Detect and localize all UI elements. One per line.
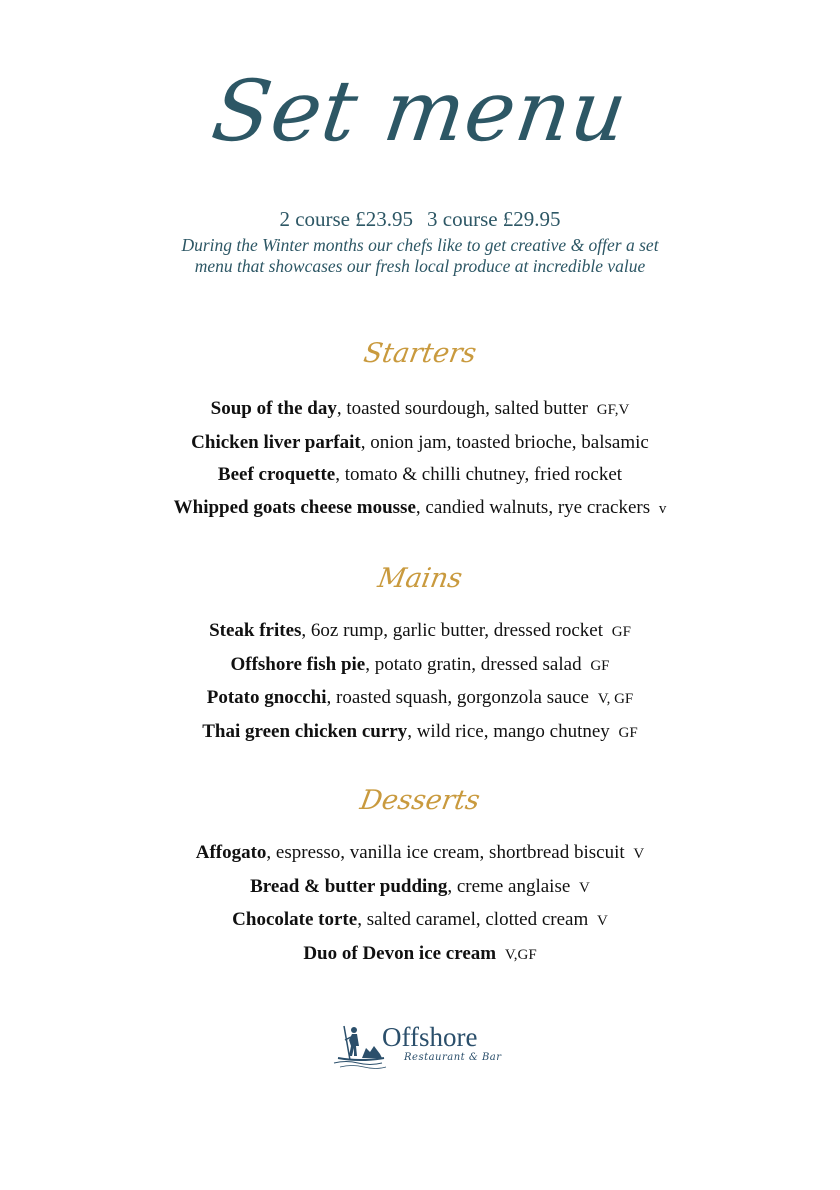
item-name: Duo of Devon ice cream: [303, 942, 497, 964]
three-course-price: 3 course £29.95: [427, 207, 561, 231]
item-name: Bread & butter pudding: [250, 875, 448, 897]
item-description: , 6oz rump, garlic butter, dressed rocket: [301, 620, 603, 641]
dietary-tag: v: [658, 500, 667, 517]
item-name: Affogato: [195, 842, 267, 863]
item-description: , candied walnuts, rye crackers: [415, 496, 651, 518]
menu-item: [0, 615, 840, 649]
menu-item: [0, 716, 840, 750]
dietary-tag: V, GF: [597, 691, 634, 707]
starters-list: [0, 393, 840, 525]
dietary-tag: GF: [590, 657, 610, 674]
item-name: Chicken liver parfait: [191, 431, 361, 453]
menu-item: [0, 427, 840, 460]
mains-heading: Mains: [375, 563, 465, 594]
dietary-tag: GF: [611, 624, 631, 640]
starters-heading: Starters: [361, 338, 479, 369]
menu-item: [0, 871, 840, 905]
mains-list: [0, 615, 840, 749]
menu-item: [0, 837, 840, 871]
menu-item: [0, 393, 840, 427]
item-description: , creme anglaise: [447, 875, 571, 897]
menu-intro: During the Winter months our chefs like to get creative & offer a set menu that showcases our fresh local produce at incredible value: [181, 235, 659, 276]
item-name: Steak frites: [209, 620, 302, 641]
item-name: Potato gnocchi: [206, 687, 327, 708]
dietary-tag: V: [633, 846, 645, 862]
two-course-price: 2 course £23.95: [279, 207, 413, 231]
item-name: Chocolate torte: [232, 909, 358, 930]
dietary-tag: GF: [618, 724, 638, 741]
item-name: Soup of the day: [210, 398, 337, 419]
item-name: Offshore fish pie: [230, 653, 366, 675]
desserts-list: [0, 837, 840, 971]
menu-item: [0, 938, 840, 972]
logo-subtitle: Restaurant & Bar: [404, 1052, 502, 1063]
paddleboarder-icon: [330, 1018, 390, 1070]
menu-item: [0, 649, 840, 683]
item-description: , onion jam, toasted brioche, balsamic: [360, 431, 649, 453]
pricing-line: [0, 207, 840, 232]
item-description: , potato gratin, dressed salad: [365, 653, 582, 675]
item-description: , toasted sourdough, salted butter: [336, 398, 589, 419]
item-description: , wild rice, mango chutney: [407, 720, 610, 742]
offshore-logo: [330, 1018, 520, 1070]
item-description: , espresso, vanilla ice cream, shortbread biscuit: [266, 842, 625, 863]
item-description: , tomato & chilli chutney, fried rocket: [335, 464, 623, 485]
item-name: Beef croquette: [217, 464, 336, 485]
item-description: , salted caramel, clotted cream: [357, 909, 589, 930]
menu-title: Set menu: [206, 62, 634, 160]
desserts-heading: Desserts: [357, 785, 483, 816]
dietary-tag: V,GF: [504, 946, 537, 963]
item-name: Whipped goats cheese mousse: [173, 496, 416, 518]
dietary-tag: V: [579, 879, 590, 896]
menu-item: [0, 492, 840, 526]
item-name: Thai green chicken curry: [202, 720, 408, 742]
item-description: , roasted squash, gorgonzola sauce: [326, 687, 589, 708]
menu-item: [0, 682, 840, 716]
dietary-tag: GF,V: [596, 402, 630, 418]
logo-wordmark: Offshore: [382, 1022, 478, 1052]
menu-item: [0, 904, 840, 938]
menu-item: [0, 459, 840, 492]
dietary-tag: V: [596, 913, 608, 929]
